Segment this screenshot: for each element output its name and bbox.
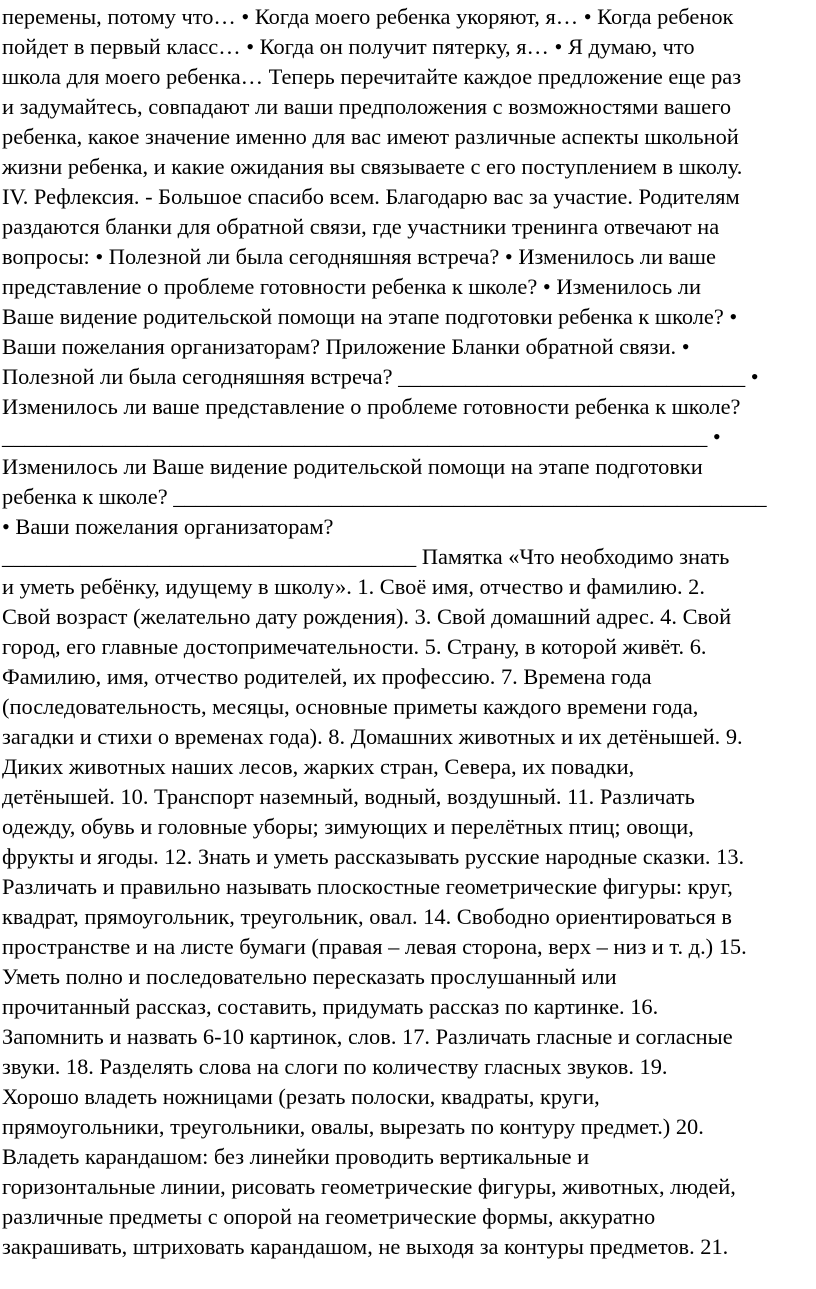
- text-line: одежду, обувь и головные уборы; зимующих и перелётных птиц; овощи,: [2, 814, 694, 839]
- text-line: горизонтальные линии, рисовать геометрические фигуры, животных, людей,: [2, 1174, 736, 1199]
- text-line: прямоугольники, треугольники, овалы, вырезать по контуру предмет.) 20.: [2, 1114, 704, 1139]
- text-line: детёнышей. 10. Транспорт наземный, водный, воздушный. 11. Различать: [2, 784, 695, 809]
- text-line: представление о проблеме готовности ребенка к школе? • Изменилось ли: [2, 274, 701, 299]
- text-line: прочитанный рассказ, составить, придумать рассказ по картинке. 16.: [2, 994, 659, 1019]
- text-line: Изменилось ли ваше представление о проблеме готовности ребенка к школе?: [2, 394, 741, 419]
- text-line: Изменилось ли Ваше видение родительской помощи на этапе подготовки: [2, 454, 703, 479]
- text-line: Ваше видение родительской помощи на этапе подготовки ребенка к школе? •: [2, 304, 738, 329]
- text-line: жизни ребенка, и какие ожидания вы связываете с его поступлением в школу.: [2, 154, 743, 179]
- text-line: и задумайтесь, совпадают ли ваши предположения с возможностями вашего: [2, 94, 732, 119]
- text-line: раздаются бланки для обратной связи, где участники тренинга отвечают на: [2, 214, 720, 239]
- text-line: Владеть карандашом: без линейки проводить вертикальные и: [2, 1144, 590, 1169]
- text-line: IV. Рефлексия. - Большое спасибо всем. Благодарю вас за участие. Родителям: [2, 184, 740, 209]
- text-line: Различать и правильно называть плоскостные геометрические фигуры: круг,: [2, 874, 733, 899]
- text-line: пространстве и на листе бумаги (правая – левая сторона, верх – низ и т. д.) 15.: [2, 934, 747, 959]
- text-line: город, его главные достопримечательности. 5. Страну, в которой живёт. 6.: [2, 634, 707, 659]
- text-line: ребенка, какое значение именно для вас имеют различные аспекты школьной: [2, 124, 739, 149]
- text-line: Полезной ли была сегодняшняя встреча? _______________________________ •: [2, 364, 759, 389]
- text-line: Диких животных наших лесов, жарких стран, Севера, их повадки,: [2, 754, 635, 779]
- text-line: квадрат, прямоугольник, треугольник, овал. 14. Свободно ориентироваться в: [2, 904, 732, 929]
- text-line: _____________________________________ Памятка «Что необходимо знать: [2, 544, 730, 569]
- text-line: Запомнить и назвать 6-10 картинок, слов. 17. Различать гласные и согласные: [2, 1024, 733, 1049]
- text-line: перемены, потому что… • Когда моего ребенка укоряют, я… • Когда ребенок: [2, 4, 734, 29]
- text-line: закрашивать, штриховать карандашом, не выходя за контуры предметов. 21.: [2, 1234, 729, 1259]
- text-line: Хорошо владеть ножницами (резать полоски, квадраты, круги,: [2, 1084, 600, 1109]
- text-line: _______________________________________________________________ •: [2, 424, 721, 449]
- text-line: и уметь ребёнку, идущему в школу». 1. Своё имя, отчество и фамилию. 2.: [2, 574, 705, 599]
- text-line: звуки. 18. Разделять слова на слоги по количеству гласных звуков. 19.: [2, 1054, 668, 1079]
- text-line: (последовательность, месяцы, основные приметы каждого времени года,: [2, 694, 699, 719]
- text-line: Ваши пожелания организаторам? Приложение Бланки обратной связи. •: [2, 334, 690, 359]
- text-line: Фамилию, имя, отчество родителей, их профессию. 7. Времена года: [2, 664, 652, 689]
- text-line: школа для моего ребенка… Теперь перечитайте каждое предложение еще раз: [2, 64, 742, 89]
- text-line: Свой возраст (желательно дату рождения). 3. Свой домашний адрес. 4. Свой: [2, 604, 732, 629]
- text-line: вопросы: • Полезной ли была сегодняшняя встреча? • Изменилось ли ваше: [2, 244, 716, 269]
- text-line: фрукты и ягоды. 12. Знать и уметь рассказывать русские народные сказки. 13.: [2, 844, 745, 869]
- text-line: ребенка к школе? _____________________________________________________: [2, 484, 767, 509]
- text-line: • Ваши пожелания организаторам?: [2, 514, 334, 539]
- text-line: пойдет в первый класс… • Когда он получит пятерку, я… • Я думаю, что: [2, 34, 695, 59]
- text-line: различные предметы с опорой на геометрические формы, аккуратно: [2, 1204, 656, 1229]
- text-line: загадки и стихи о временах года). 8. Домашних животных и их детёнышей. 9.: [2, 724, 743, 749]
- text-line: Уметь полно и последовательно пересказать прослушанный или: [2, 964, 617, 989]
